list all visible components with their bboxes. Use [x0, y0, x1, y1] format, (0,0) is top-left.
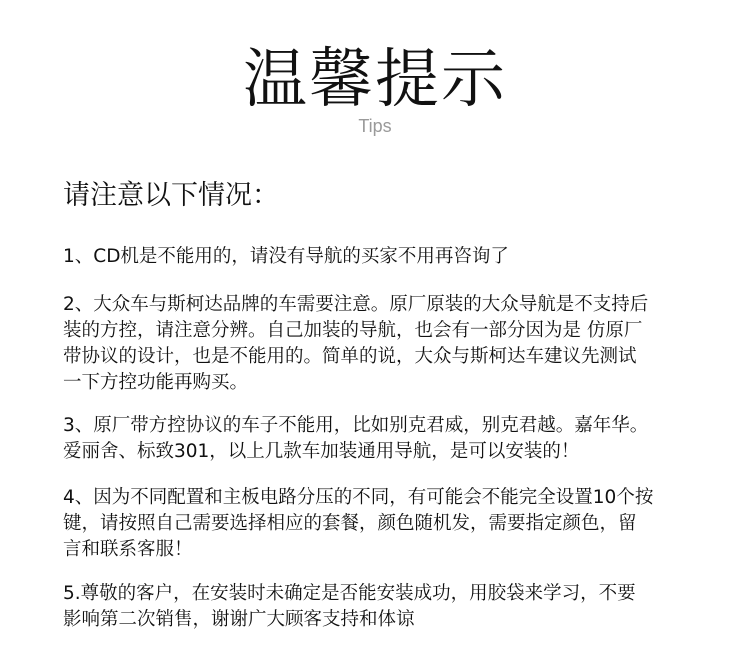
notice-item-5: 5.尊敬的客户，在安装时未确定是否能安装成功，用胶袋来学习，不要 影响第二次销售，谢谢广大顾客支持和体谅	[63, 583, 636, 630]
notice-item-3: 3、原厂带方控协议的车子不能用，比如别克君威，别克君越。嘉年华。 爱丽舍、标致301，以上几款车加装通用导航，是可以安装的！	[63, 415, 649, 462]
notice-item-1: 1、CD机是不能用的，请没有导航的买家不用再咨询了	[63, 246, 509, 267]
notice-item-2: 2、大众车与斯柯达品牌的车需要注意。原厂原装的大众导航是不支持后 装的方控，请注意分辨。自己加装的导航，也会有一部分因为是 仿原厂 带协议的设计，也是不能用的。简单的说，大众与斯柯达车建议先测试 一下方控功能再购买。	[63, 294, 649, 393]
page-subtitle: Tips	[358, 116, 392, 136]
page-title: 温馨提示	[243, 43, 507, 117]
notice-heading: 请注意以下情况：	[63, 180, 279, 211]
notice-item-4: 4、因为不同配置和主板电路分压的不同，有可能会不能完全设置10个按 键，请按照自己需要选择相应的套餐，颜色随机发，需要指定颜色，留 言和联系客服！	[63, 487, 654, 560]
